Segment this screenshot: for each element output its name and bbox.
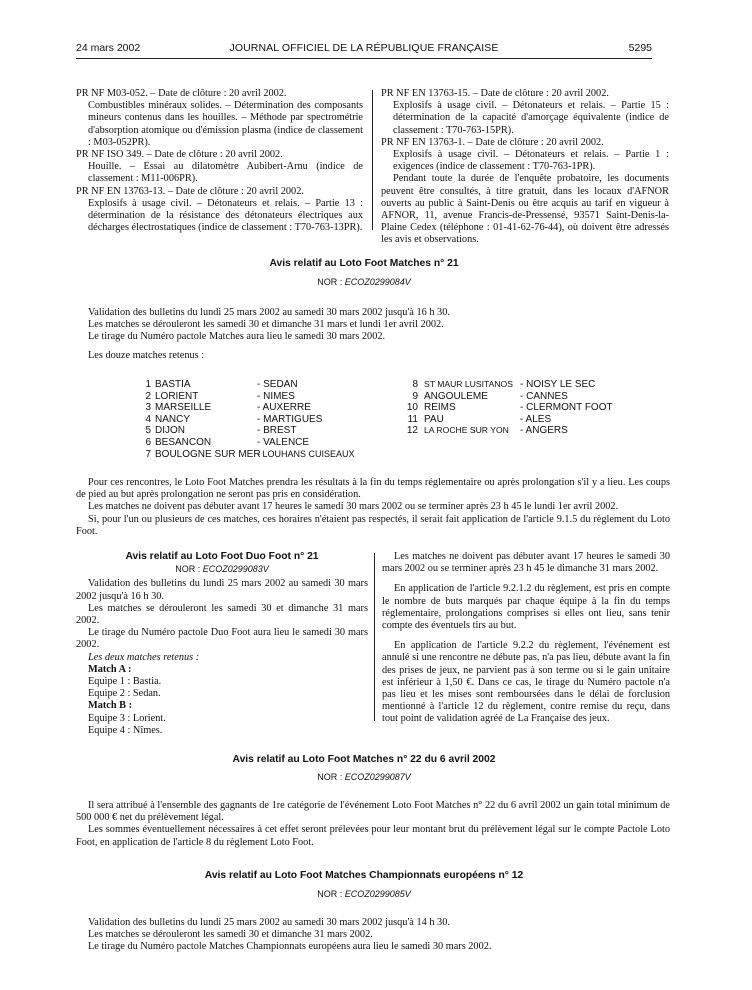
match-home-team: MARSEILLE	[155, 402, 212, 414]
avis-21-rule-paragraph: Pour ces rencontres, le Loto Foot Matches prendra les résultats à la fin du temps réglementaire ou après prolongation s'il y a lieu. Les coups de pied au but après prolongation ne seront pas pris en considération.	[76, 477, 670, 501]
nor-code: ECOZ0299085V	[344, 889, 411, 899]
nor-code: ECOZ0299087V	[344, 772, 411, 782]
match-number: 12	[406, 425, 418, 437]
avis-21-line: Validation des bulletins du lundi 25 mars 2002 au samedi 30 mars 2002 jusqu'à 16 h 30.	[88, 307, 450, 318]
duo-paragraph: Les matches se dérouleront les samedi 30 et dimanche 31 mars 2002.	[76, 602, 368, 627]
avis-21-rule-paragraph: Si, pour l'un ou plusieurs de ces matches, ces horaires n'étaient pas respectés, il serait fait application de l'article 9.1.5 du règlement du Loto Foot.	[76, 513, 670, 537]
duo-title: Avis relatif au Loto Foot Duo Foot n° 21	[125, 551, 319, 562]
duo-paragraph: Les deux matches retenus :	[88, 651, 200, 663]
duo-paragraph: Validation des bulletins du lundi 25 mars 2002 au samedi 30 mars 2002 jusqu'à 16 h 30.	[76, 578, 368, 602]
duo-match-label: Match A :	[88, 663, 132, 675]
nor-label: NOR :	[317, 277, 345, 287]
nor-code: ECOZ0299083V	[202, 564, 269, 575]
norm-body: Houille. – Essai au dilatomètre Aubibert-Arnu (indice de classement : M11-006PR).	[88, 161, 363, 185]
avis-22-nor	[76, 771, 652, 783]
match-away-team: - AUXERRE	[257, 402, 311, 414]
avis-21-line: Les matches se dérouleront les samedi 30 et dimanche 31 mars et lundi 1er avril 2002.	[88, 319, 444, 331]
avis-21-nor	[76, 276, 652, 288]
match-away-team: - CANNES	[520, 390, 568, 402]
norm-body: Combustibles minéraux solides. – Détermination des composants mineurs contenus dans les houilles. – Méthode par spectrométrie d'absorption atomique ou d'émission plasma (indice de classement : M03-052PR).	[88, 100, 363, 148]
match-home-team: PAU	[424, 413, 444, 425]
norm-head: PR NF M03-052. – Date de clôture : 20 avril 2002.	[76, 88, 287, 99]
match-home-team: NANCY	[155, 413, 191, 425]
avis-22-title: Avis relatif au Loto Foot Matches n° 22 du 6 avril 2002	[232, 754, 496, 765]
avis-22-paragraph: Les sommes éventuellement nécessaires à cet effet seront prélevées pour leur montant brut du prélèvement légal sur le compte Pactole Loto Foot, en application de l'article 8 du règlement Loto Foot.	[76, 824, 670, 848]
avis-12-line: Les matches se dérouleront les samedi 30 et dimanche 31 mars 2002.	[88, 929, 373, 941]
norm-entry	[381, 88, 669, 137]
match-away-team: - SEDAN	[257, 379, 298, 390]
column-divider	[372, 90, 373, 230]
match-home-team: REIMS	[424, 402, 456, 414]
norm-head: PR NF EN 13763-15. – Date de clôture : 20 avril 2002.	[381, 88, 609, 99]
avis-12-line: Le tirage du Numéro pactole Matches Championnats européens aura lieu le samedi 30 mars 2002.	[88, 941, 492, 953]
match-away-team: - ANGERS	[520, 425, 568, 437]
norms-consultation-note: Pendant toute la durée de l'enquête probatoire, les documents peuvent être consultés, à titre gratuit, dans les locaux d'AFNOR ouverts au public à Saint-Denis ou être acquis au tarif en vigueur à AFNOR, 11, avenue Francis-de-Pressensé, 93571 Saint-Denis-la-Plaine Cedex (téléphone : 01-41-62-76-44), où doivent être adressés les avis et observations.	[381, 173, 669, 246]
match-number: 10	[406, 402, 418, 414]
match-list-right	[404, 379, 654, 439]
norm-entry	[76, 186, 363, 235]
match-home-team: LORIENT	[155, 390, 199, 402]
nor-label: NOR :	[317, 772, 345, 782]
page-number: 5295	[628, 42, 652, 54]
journal-title: JOURNAL OFFICIEL DE LA RÉPUBLIQUE FRANÇAISE	[229, 42, 499, 54]
duo-paragraph: Les matches ne doivent pas débuter avant 17 heures le samedi 30 mars 2002 ou se terminer après 23 h 45 le dimanche 31 mars 2002.	[382, 551, 670, 575]
nor-label: NOR :	[317, 889, 345, 899]
avis-22-paragraph: Il sera attribué à l'ensemble des gagnants de 1re catégorie de l'événement Loto Foot Matches n° 22 du 6 avril 2002 un gain total minimum de 500 000 € net du prélèvement légal.	[76, 800, 670, 824]
norm-head: PR NF ISO 349. – Date de clôture : 20 avril 2002.	[76, 149, 283, 161]
avis-12-body	[88, 917, 664, 954]
duo-paragraph: En application de l'article 9.2.1.2 du règlement, est pris en compte le nombre de buts marqués par chaque équipe à la fin du temps réglementaire, prolongations comprises si elles ont lieu, sans tenir compte des éventuels tirs au but.	[382, 583, 670, 632]
match-number: 4	[145, 413, 151, 425]
match-number: 8	[412, 379, 418, 390]
column-divider	[374, 553, 375, 721]
match-home-team: LA ROCHE SUR YON	[424, 425, 509, 436]
norm-entry	[76, 88, 363, 149]
avis-21-rule-paragraph: Les matches ne doivent pas débuter avant 17 heures le samedi 30 mars 2002 ou se terminer après 23 h 45 le lundi 1er avril 2002.	[88, 501, 619, 513]
duo-right-column	[382, 551, 670, 726]
match-home-team: ANGOULEME	[424, 390, 488, 402]
norm-body: Explosifs à usage civil. – Détonateurs et relais. – Partie 13 : détermination de la résistance des détonateurs électriques aux décharges électrostatiques (indice de classement : T70-763-13PR).	[88, 197, 363, 234]
match-home-team: BESANCON	[155, 437, 212, 448]
match-number: 5	[145, 425, 151, 437]
norms-left-column	[76, 88, 363, 234]
match-home-team: BOULOGNE SUR MER	[155, 448, 261, 460]
avis-12-line: Validation des bulletins du lundi 25 mars 2002 au samedi 30 mars 2002 jusqu'à 14 h 30.	[88, 917, 450, 928]
norm-head: PR NF EN 13763-1. – Date de clôture : 20 avril 2002.	[381, 136, 604, 148]
norms-right-column	[381, 88, 669, 247]
duo-team-line: Equipe 3 : Lorient.	[88, 712, 166, 724]
duo-team-line: Equipe 1 : Bastia.	[88, 676, 162, 688]
duo-team-line: Equipe 4 : Nîmes.	[88, 724, 163, 736]
match-home-team: DIJON	[155, 425, 185, 437]
match-away-team: - LOUHANS CUISEAUX	[257, 448, 355, 459]
norm-body: Explosifs à usage civil. – Détonateurs et relais. – Partie 15 : détermination de la capacité d'amorçage équivalente (indice de classement : T70-763-15PR).	[393, 100, 669, 136]
match-away-team: - NIMES	[257, 390, 295, 402]
match-away-team: - BREST	[257, 425, 297, 437]
avis-21-line: Le tirage du Numéro pactole Matches aura lieu le samedi 30 mars 2002.	[88, 331, 386, 343]
match-number: 9	[412, 390, 418, 402]
duo-paragraph: Le tirage du Numéro pactole Duo Foot aura lieu le samedi 30 mars 2002.	[76, 627, 368, 651]
match-list-left	[137, 379, 387, 464]
match-number: 2	[145, 390, 151, 402]
norm-entry	[76, 149, 363, 186]
avis-21-title: Avis relatif au Loto Foot Matches n° 21	[269, 258, 459, 269]
norm-head: PR NF EN 13763-13. – Date de clôture : 20 avril 2002.	[76, 185, 304, 197]
avis-22-body	[76, 800, 670, 849]
match-number: 7	[145, 448, 151, 460]
avis-12-nor	[76, 888, 652, 900]
match-number: 6	[145, 437, 151, 448]
match-number: 3	[145, 402, 151, 414]
match-away-team: - NOISY LE SEC	[520, 379, 596, 390]
norm-entry	[381, 137, 669, 174]
nor-code: ECOZ0299084V	[344, 277, 411, 287]
match-away-team: - MARTIGUES	[257, 413, 323, 425]
duo-paragraph: En application de l'article 9.2.2 du règlement, l'événement est annulé si une rencontre ne débute pas, n'a pas lieu, débute avant la fin des prises de jeux, ne parvient pas à son terme ou si le gain unitaire est inférieur à 1,50 €. Dans ce cas, le tirage du Numéro pactole n'a pas lieu et les mises sont remboursées dans le délai de forclusion mentionné à l'article 12 du règlement, contre remise du reçu, dans tout point de validation agréé de La Française des jeux.	[382, 640, 670, 725]
match-away-team: - VALENCE	[257, 437, 310, 448]
page-header	[76, 42, 652, 56]
match-home-team: BASTIA	[155, 379, 191, 390]
avis-12-title: Avis relatif au Loto Foot Matches Championnats européens n° 12	[204, 870, 524, 881]
match-number: 11	[407, 413, 418, 425]
avis-21-line: Les douze matches retenus :	[88, 349, 205, 361]
norm-body: Explosifs à usage civil. – Détonateurs et relais. – Partie 1 : exigences (indice de classement : T70-763-1PR).	[393, 149, 669, 173]
duo-team-line: Equipe 2 : Sedan.	[88, 688, 161, 700]
header-date: 24 mars 2002	[76, 42, 141, 54]
match-number: 1	[145, 379, 151, 390]
avis-21-rules	[76, 477, 670, 538]
nor-label: NOR :	[175, 564, 203, 575]
header-rule	[76, 58, 652, 59]
duo-nor	[76, 563, 368, 575]
duo-match-label: Match B :	[88, 700, 133, 712]
avis-21-intro	[88, 307, 664, 362]
duo-left-column	[76, 551, 368, 737]
match-away-team: - ALES	[520, 413, 552, 425]
match-away-team: - CLERMONT FOOT	[520, 402, 613, 414]
match-home-team: ST MAUR LUSITANOS	[424, 379, 513, 389]
